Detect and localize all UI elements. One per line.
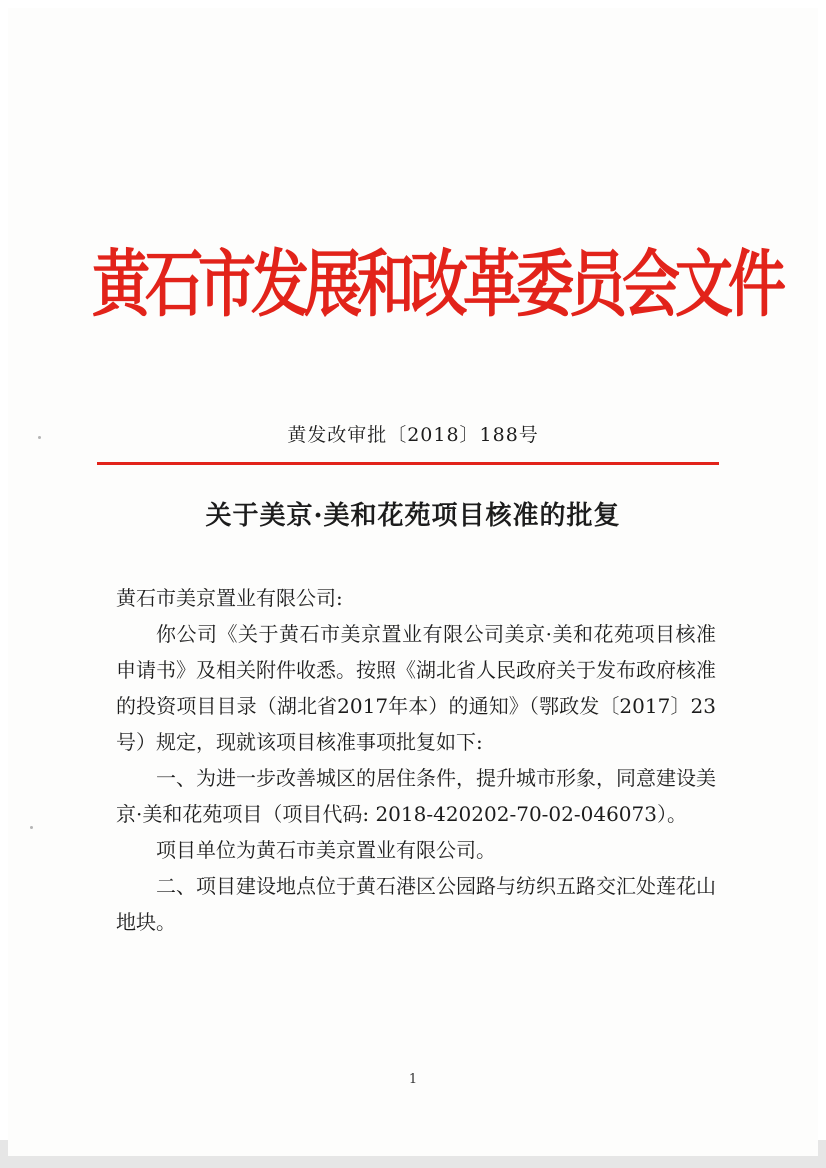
document-body <box>116 580 716 940</box>
scan-speck <box>30 826 33 829</box>
salutation: 黄石市美京置业有限公司: <box>116 586 343 610</box>
body-paragraph: 项目单位为黄石市美京置业有限公司。 <box>156 838 496 862</box>
document-title: 关于美京·美和花苑项目核准的批复 <box>205 501 621 531</box>
body-paragraph: 一、为进一步改善城区的居住条件，提升城市形象，同意建设美京·美和花苑项目（项目代码: 2018-420202-70-02-046073）。 <box>116 766 716 826</box>
body-paragraph: 二、项目建设地点位于黄石港区公园路与纺织五路交汇处莲花山地块。 <box>116 874 716 934</box>
document-number: 黄发改审批〔2018〕188号 <box>287 424 539 446</box>
issuer-header-title: 黄石市发展和改革委员会文件 <box>92 241 782 327</box>
body-paragraph: 你公司《关于黄石市美京置业有限公司美京·美和花苑项目核准申请书》及相关附件收悉。按照《湖北省人民政府关于发布政府核准的投资项目目录（湖北省2017年本）的通知》（鄂政发〔2017〕23号）规定，现就该项目核准事项批复如下: <box>116 622 716 754</box>
red-divider-line <box>97 462 719 465</box>
page-number: 1 <box>408 1072 418 1087</box>
